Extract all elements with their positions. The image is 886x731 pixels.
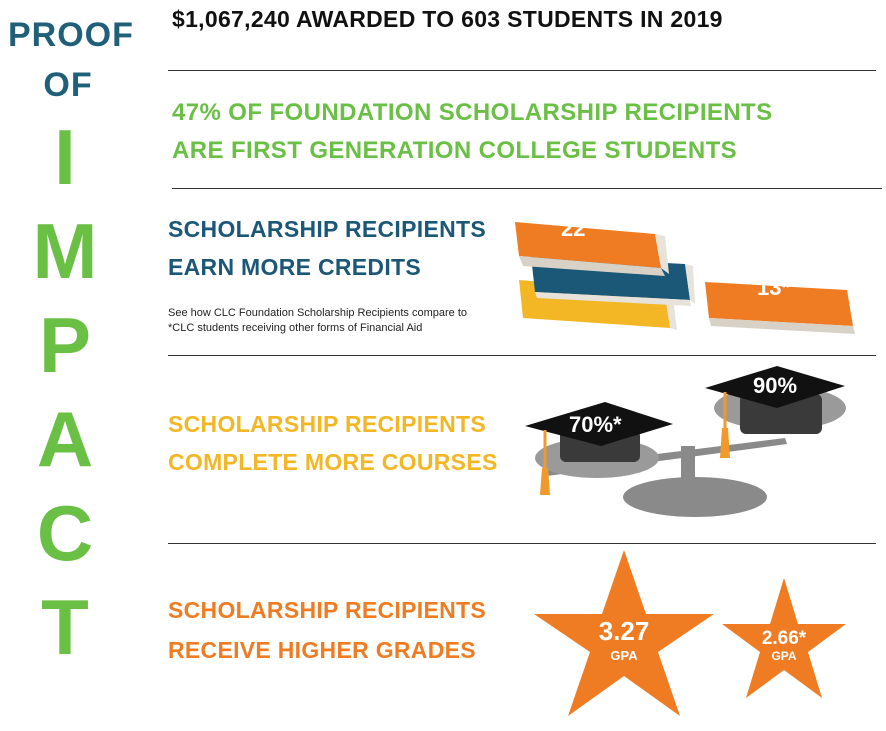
divider bbox=[172, 188, 882, 189]
impact-letter: I bbox=[54, 113, 76, 201]
credits-recipients-value: 22 bbox=[561, 216, 586, 241]
divider bbox=[168, 355, 876, 356]
credits-heading bbox=[168, 210, 486, 286]
stars-illustration bbox=[530, 548, 860, 730]
divider bbox=[168, 70, 876, 71]
grades-line2: RECEIVE HIGHER GRADES bbox=[168, 637, 476, 663]
credits-others-value: 13* bbox=[757, 275, 791, 300]
courses-heading bbox=[168, 405, 498, 481]
courses-recipients-value: 90% bbox=[753, 373, 798, 398]
of-word: OF bbox=[43, 66, 93, 104]
first-gen-line2: ARE FIRST GENERATION COLLEGE STUDENTS bbox=[172, 137, 738, 164]
proof-of-heading bbox=[8, 10, 134, 110]
books-illustration bbox=[505, 200, 865, 345]
first-gen-line1: 47% OF FOUNDATION SCHOLARSHIP RECIPIENTS bbox=[172, 99, 773, 126]
courses-others-value: 70%* bbox=[569, 412, 622, 437]
credits-line1: SCHOLARSHIP RECIPIENTS bbox=[168, 216, 486, 242]
comparison-note bbox=[168, 306, 467, 336]
first-gen-statement bbox=[172, 94, 773, 170]
gpa-label: GPA bbox=[610, 648, 638, 663]
impact-letter: P bbox=[38, 301, 92, 389]
note-line2: *CLC students receiving other forms of Financial Aid bbox=[168, 322, 423, 334]
gpa-others-value: 2.66* bbox=[761, 628, 807, 649]
note-line1: See how CLC Foundation Scholarship Recipients compare to bbox=[168, 307, 467, 319]
grades-heading bbox=[168, 590, 486, 670]
divider bbox=[168, 543, 876, 544]
gpa-label: GPA bbox=[771, 649, 797, 663]
grades-line1: SCHOLARSHIP RECIPIENTS bbox=[168, 597, 486, 623]
courses-line1: SCHOLARSHIP RECIPIENTS bbox=[168, 411, 486, 437]
proof-word: PROOF bbox=[8, 16, 134, 54]
scale-illustration bbox=[515, 360, 875, 540]
credits-line2: EARN MORE CREDITS bbox=[168, 254, 422, 280]
impact-letter: M bbox=[32, 207, 98, 295]
courses-line2: COMPLETE MORE COURSES bbox=[168, 449, 498, 475]
impact-letter: A bbox=[36, 395, 94, 483]
awarded-headline: $1,067,240 AWARDED TO 603 STUDENTS IN 2019 bbox=[172, 6, 723, 32]
impact-letter: C bbox=[36, 489, 94, 577]
impact-letter: T bbox=[41, 583, 89, 671]
gpa-recipients-value: 3.27 bbox=[598, 616, 650, 646]
